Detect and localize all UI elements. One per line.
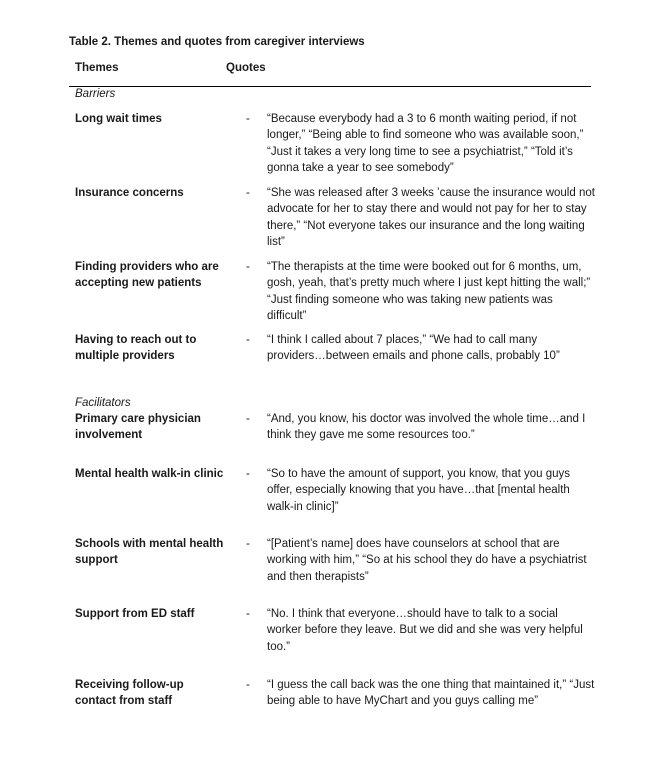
bullet-dash: - [246, 113, 250, 125]
quote-cell: “I think I called about 7 places,” “We had to call many providers…between emails and phone calls, probably 10” [267, 334, 560, 363]
table-caption: Table 2. Themes and quotes from caregiver interviews [69, 36, 365, 48]
bullet-dash: - [246, 334, 250, 346]
section-label-facilitators: Facilitators [75, 397, 131, 409]
quote-cell: “[Patient’s name] does have counselors at school that are working with him,” “So at his school they do have a psychiatrist and then therapists” [267, 538, 587, 583]
quote-cell: “The therapists at the time were booked out for 6 months, um, gosh, yeah, that’s pretty much where I just kept hitting the wall;” “Just finding someone who was taking new patients was difficult” [267, 261, 591, 322]
theme-cell: Long wait times [75, 113, 162, 125]
quote-cell: “And, you know, his doctor was involved the whole time…and I think they gave me some resources too.” [267, 413, 586, 442]
quote-cell: “Because everybody had a 3 to 6 month waiting period, if not longer,” “Being able to find someone who was available soon,” “Just it takes a very long time to see a psychiatrist,” “Told it’s gonna take a year to see somebody” [267, 113, 584, 174]
bullet-dash: - [246, 413, 250, 425]
theme-cell: Mental health walk-in clinic [75, 468, 224, 480]
theme-cell: Primary care physician involvement [75, 413, 201, 442]
theme-cell: Finding providers who are accepting new patients [75, 261, 219, 290]
bullet-dash: - [246, 608, 250, 620]
theme-cell: Schools with mental health support [75, 538, 224, 567]
bullet-dash: - [246, 679, 250, 691]
theme-cell: Insurance concerns [75, 187, 184, 199]
quote-cell: “No. I think that everyone…should have to talk to a social worker before they leave. But we did and she was very helpful too.” [267, 608, 583, 653]
quote-cell: “So to have the amount of support, you know, that you guys offer, especially knowing that you have…that [mental health walk-in clinic]” [267, 468, 571, 513]
theme-cell: Receiving follow-up contact from staff [75, 679, 184, 708]
column-header-themes: Themes [75, 62, 119, 74]
quote-cell: “I guess the call back was the one thing that maintained it,” “Just being able to have MyChart and you guys calling me” [267, 679, 595, 708]
theme-cell: Having to reach out to multiple providers [75, 334, 197, 363]
bullet-dash: - [246, 187, 250, 199]
theme-cell: Support from ED staff [75, 608, 195, 620]
section-label-barriers: Barriers [75, 88, 116, 100]
quote-cell: “She was released after 3 weeks ’cause the insurance would not advocate for her to stay there and would not pay for her to stay there,” “Not everyone takes our insurance and the long waiting list” [267, 187, 595, 248]
column-header-quotes: Quotes [226, 62, 266, 74]
bullet-dash: - [246, 468, 250, 480]
bullet-dash: - [246, 538, 250, 550]
bullet-dash: - [246, 261, 250, 273]
header-rule [69, 86, 591, 87]
